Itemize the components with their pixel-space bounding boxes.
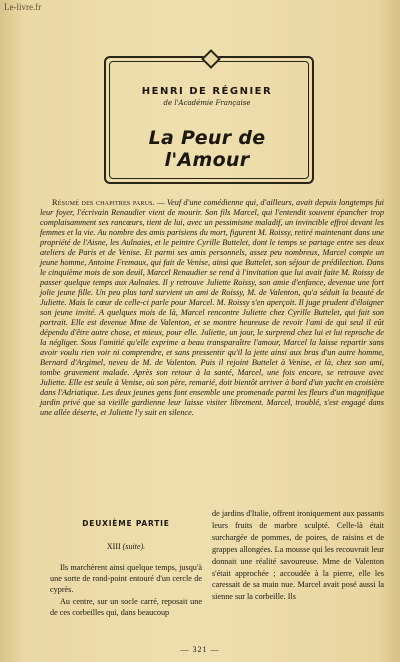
- chapter-heading: [50, 541, 202, 552]
- chapter-summary: [40, 198, 384, 418]
- chapter-note: (suite).: [122, 542, 146, 551]
- right-column: de jardins d'Italie, offrent ironiquement aux passants leurs fruits de marbre sculpté. Celle-là était surchargée de pommes, de poires, de raisins et de grappes allongées. La mousse qui les recouvrait leur donnait une réalité savoureuse. Mme de Valenton s'était approchée ; accoudée à la pierre, elle les caressait de sa main nue. Marcel avait posé aussi la sienne sur la corbeille. Ils: [212, 509, 384, 602]
- left-column: [50, 518, 202, 619]
- page-number: — 321 —: [180, 645, 220, 654]
- story-title: La Peur de l'Amour: [148, 127, 266, 171]
- chapter-number: XIII: [106, 542, 121, 551]
- author-affiliation: de l'Académie Française: [163, 99, 251, 107]
- paragraph-1: Ils marchèrent ainsi quelque temps, jusqu'à une sorte de rond-point entouré d'un cercle de cyprès.: [50, 563, 202, 594]
- part-title: DEUXIÈME PARTIE: [82, 519, 170, 528]
- author-name: HENRI DE RÉGNIER: [141, 86, 273, 97]
- paragraph-2: Au centre, sur un socle carré, reposait une de ces corbeilles qui, dans beaucoup: [50, 597, 202, 617]
- watermark-logo: Le-livre.fr: [4, 2, 42, 12]
- summary-text: — Veuf d'une comédienne qui, d'ailleurs, avait depuis longtemps fui leur foyer, l'écrivain Renaudier vient de mourir. Son fils Marcel, qui l'entendit souvent épancher trop complaisamment ses rancœurs, tient de lui, avec un pessimisme maladif, un invincible effroi devant les femmes et la vie. Au nombre des amis parisiens du mort, figurent M. Roissy, retiré maintenant dans une propriété de l'Aisne, les Aulnaies, et le peintre Cyrille Buttelet, dont le temps se partage entre ses deux ateliers de Paris et de Venise. Et parmi ses amis personnels, assez peu nombreux, Marcel compte un jeune homme, Antoine Fremaux, qui fait de Venise, ainsi que Buttelet, son séjour de prédilection. Dans le cinquième mois de son deuil, Marcel Renaudier se rend à l'invitation que lui avait faite M. Roissy de passer quelque temps aux Aulnaies. Il y retrouve Juliette Roissy, son amie d'enfance, devenue une fort jolie jeune fille. Un peu plus tard survient un ami de Roissy, M. de Valenton, qu'a séduit la beauté de Juliette. Mais le cœur de celle-ci parle pour Marcel. M. Roissy s'en aperçoit. Il juge prudent d'éloigner son jeune invité. A quelques mois de là, Marcel rencontre Juliette chez Cyrille Buttelet, qui fait son portrait. Elle est devenue Mme de Valenton, et se montre heureuse de revoir l'ami de qui seul il eût dépendu d'être autre chose, et mieux, pour elle. Juliette, un jour, le surprend chez lui et lui reproche de la négliger. Sous l'amitié qu'elle exprime a beau transparaître l'amour, Marcel la laisse repartir sans avoir voulu rien voir ni comprendre, et sans pressentir qu'il la jette ainsi aux bras d'un autre homme, Bernard d'Argimel, neveu de M. de Valenton. Puis il rejoint Buttelet à Venise, et là, chez son ami, tombe gravement malade. Après son retour à la santé, Marcel, une fois encore, se retrouve avec Juliette. Elle est seule à Venise, où son père, remarié, doit bientôt arriver à bord d'un yacht en croisière dans l'Adriatique. Les deux jeunes gens font ensemble une promenade parmi les fleurs d'un magnifique jardin privé que sa vieille gardienne leur laisse visiter librement. Marcel, troublé, s'est engagé dans une allée déserte, et Juliette l'y suit en silence.: [40, 198, 384, 418]
- summary-lead: Résumé des chapitres parus.: [52, 198, 155, 207]
